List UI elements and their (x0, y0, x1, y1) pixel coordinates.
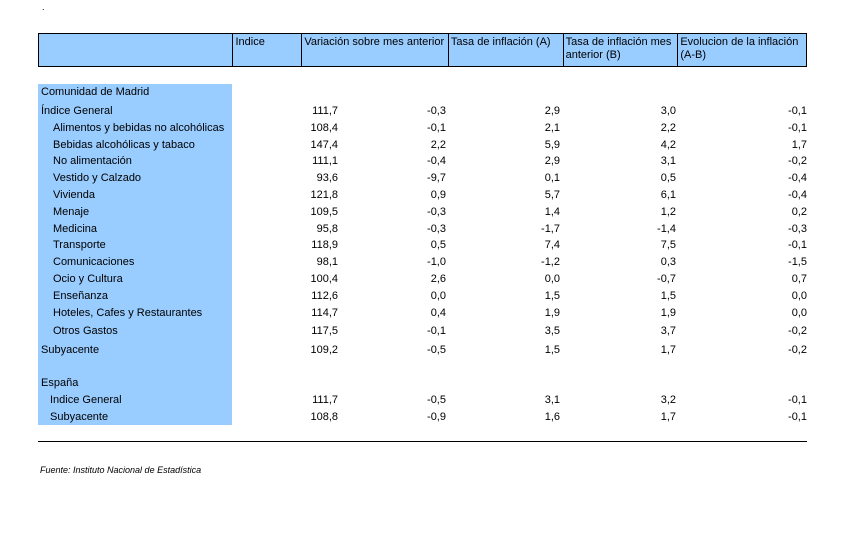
row-label: Ocio y Cultura (53, 273, 123, 285)
cell-tasa-a: 1,5 (544, 290, 560, 302)
table-row (38, 204, 807, 220)
cell-tasa-a: 3,5 (544, 325, 560, 337)
bottom-rule (38, 441, 807, 442)
cell-indice: 111,7 (312, 105, 338, 117)
cell-variacion: -0,3 (427, 223, 446, 235)
cell-evolucion: -0,1 (788, 239, 807, 251)
cell-variacion: -0,3 (427, 105, 446, 117)
cell-variacion: -0,9 (427, 411, 446, 423)
cell-tasa-b: -1,4 (657, 223, 676, 235)
cell-variacion: -0,5 (427, 394, 446, 406)
cell-indice: 121,8 (310, 189, 338, 201)
cell-evolucion: -0,4 (788, 189, 807, 201)
cell-evolucion: 0,0 (791, 307, 807, 319)
cell-tasa-b: 1,9 (660, 307, 676, 319)
section-heading-spain (38, 375, 807, 391)
cell-tasa-b: 1,5 (660, 290, 676, 302)
section-label: Comunidad de Madrid (41, 86, 150, 98)
row-label: Hoteles, Cafes y Restaurantes (53, 307, 203, 319)
table-row (38, 288, 807, 304)
header-variacion: Variación sobre mes anterior (301, 34, 448, 66)
cell-evolucion: -0,2 (788, 344, 807, 356)
header-tasa-a: Tasa de inflación (A) (448, 34, 563, 66)
header-evolucion: Evolucion de la inflación (A-B) (677, 34, 806, 66)
table-row (38, 254, 807, 270)
cell-indice: 93,6 (316, 172, 338, 184)
cell-evolucion: -0,3 (788, 223, 807, 235)
cell-variacion: -0,4 (427, 155, 446, 167)
source-note: Fuente: Instituto Nacional de Estadística (40, 465, 202, 475)
cell-variacion: 2,2 (430, 139, 446, 151)
table-header (38, 33, 807, 67)
cell-tasa-b: 7,5 (660, 239, 676, 251)
cell-indice: 147,4 (310, 139, 338, 151)
cell-tasa-a: 2,9 (544, 155, 560, 167)
row-label: Vestido y Calzado (53, 172, 142, 184)
cell-tasa-a: 5,9 (544, 139, 560, 151)
cell-variacion: -1,0 (427, 256, 446, 268)
cell-tasa-b: 0,3 (660, 256, 676, 268)
section-heading-madrid (38, 84, 807, 100)
cell-tasa-b: 1,7 (660, 411, 676, 423)
cell-variacion: -0,5 (427, 344, 446, 356)
cell-indice: 98,1 (316, 256, 338, 268)
cell-indice: 100,4 (310, 273, 338, 285)
cell-indice: 108,4 (310, 122, 338, 134)
cell-evolucion: -1,5 (788, 256, 807, 268)
cell-tasa-b: 3,1 (660, 155, 676, 167)
row-label: Alimentos y bebidas no alcohólicas (53, 122, 225, 134)
cell-evolucion: -0,1 (788, 122, 807, 134)
cell-indice: 118,9 (311, 239, 338, 251)
table-row (38, 137, 807, 153)
table-row (38, 271, 807, 287)
header-tasa-b: Tasa de inflación mes anterior (B) (563, 34, 678, 66)
cell-tasa-b: 0,5 (660, 172, 676, 184)
cell-variacion: 0,5 (430, 239, 446, 251)
cell-tasa-a: 0,0 (544, 273, 560, 285)
cell-tasa-a: 2,9 (544, 105, 560, 117)
cell-tasa-b: 3,0 (660, 105, 676, 117)
row-label: Subyacente (50, 411, 109, 423)
cell-evolucion: 0,2 (791, 206, 807, 218)
cell-variacion: 0,9 (430, 189, 446, 201)
row-label: Índice General (41, 105, 113, 117)
cell-indice: 114,7 (311, 307, 338, 319)
cell-evolucion: -0,1 (788, 105, 807, 117)
cell-variacion: -9,7 (427, 172, 446, 184)
row-label: Comunicaciones (53, 256, 135, 268)
cell-tasa-b: 1,7 (660, 344, 676, 356)
table-row (38, 237, 807, 253)
cell-evolucion: 1,7 (791, 139, 807, 151)
corner-mark: . (42, 2, 45, 12)
table-row (38, 120, 807, 136)
cell-variacion: -0,1 (427, 325, 446, 337)
table-row (38, 170, 807, 186)
cell-tasa-a: 0,1 (544, 172, 560, 184)
cell-variacion: -0,1 (427, 122, 446, 134)
cell-tasa-b: 4,2 (660, 139, 676, 151)
table-row (38, 153, 807, 169)
cell-variacion: 0,0 (430, 290, 446, 302)
table-row (38, 221, 807, 237)
row-label: No alimentación (53, 155, 132, 167)
cell-indice: 95,8 (316, 223, 338, 235)
cell-evolucion: -0,4 (788, 172, 807, 184)
cell-evolucion: -0,2 (788, 155, 807, 167)
cell-indice: 109,5 (310, 206, 338, 218)
cell-tasa-a: 7,4 (544, 239, 560, 251)
cell-tasa-a: 3,1 (544, 394, 560, 406)
cell-indice: 112,6 (311, 290, 338, 302)
row-label: Otros Gastos (53, 325, 118, 337)
header-label (39, 34, 232, 66)
cell-variacion: 0,4 (430, 307, 446, 319)
cell-indice: 109,2 (310, 344, 338, 356)
cell-tasa-a: 1,6 (544, 411, 560, 423)
cell-tasa-b: -0,7 (657, 273, 676, 285)
table-row (38, 103, 807, 119)
cell-variacion: -0,3 (427, 206, 446, 218)
cell-evolucion: -0,2 (788, 325, 807, 337)
cell-indice: 108,8 (310, 411, 338, 423)
cell-evolucion: 0,0 (791, 290, 807, 302)
cell-tasa-a: 1,4 (544, 206, 560, 218)
table-row (38, 409, 807, 425)
cell-indice: 111,1 (312, 155, 338, 167)
cell-tasa-a: 1,5 (544, 344, 560, 356)
cell-tasa-b: 3,2 (660, 394, 676, 406)
cell-evolucion: -0,1 (788, 411, 807, 423)
cell-indice: 117,5 (311, 325, 338, 337)
cell-evolucion: 0,7 (791, 273, 807, 285)
cell-evolucion: -0,1 (788, 394, 807, 406)
cell-tasa-a: 2,1 (544, 122, 560, 134)
table-row (38, 392, 807, 408)
cell-tasa-b: 2,2 (660, 122, 676, 134)
table-row (38, 342, 807, 358)
cell-variacion: 2,6 (430, 273, 446, 285)
cell-tasa-b: 3,7 (660, 325, 676, 337)
cell-tasa-b: 1,2 (660, 206, 676, 218)
row-label: Bebidas alcohólicas y tabaco (53, 139, 195, 151)
header-indice: Indice (232, 34, 301, 66)
table-row (38, 305, 807, 321)
row-label: Enseñanza (53, 290, 109, 302)
row-label: Medicina (53, 223, 98, 235)
cell-tasa-b: 6,1 (660, 189, 676, 201)
row-label: Vivienda (53, 189, 95, 201)
section-label: España (41, 377, 79, 389)
table-row (38, 323, 807, 339)
cell-tasa-a: 1,9 (544, 307, 560, 319)
row-label: Transporte (53, 239, 106, 251)
cell-tasa-a: -1,7 (541, 223, 560, 235)
row-label: Indice General (50, 394, 122, 406)
cell-tasa-a: -1,2 (541, 256, 560, 268)
row-label: Subyacente (41, 344, 100, 356)
cell-tasa-a: 5,7 (544, 189, 560, 201)
cell-indice: 111,7 (312, 394, 338, 406)
row-label: Menaje (53, 206, 90, 218)
table-row (38, 187, 807, 203)
